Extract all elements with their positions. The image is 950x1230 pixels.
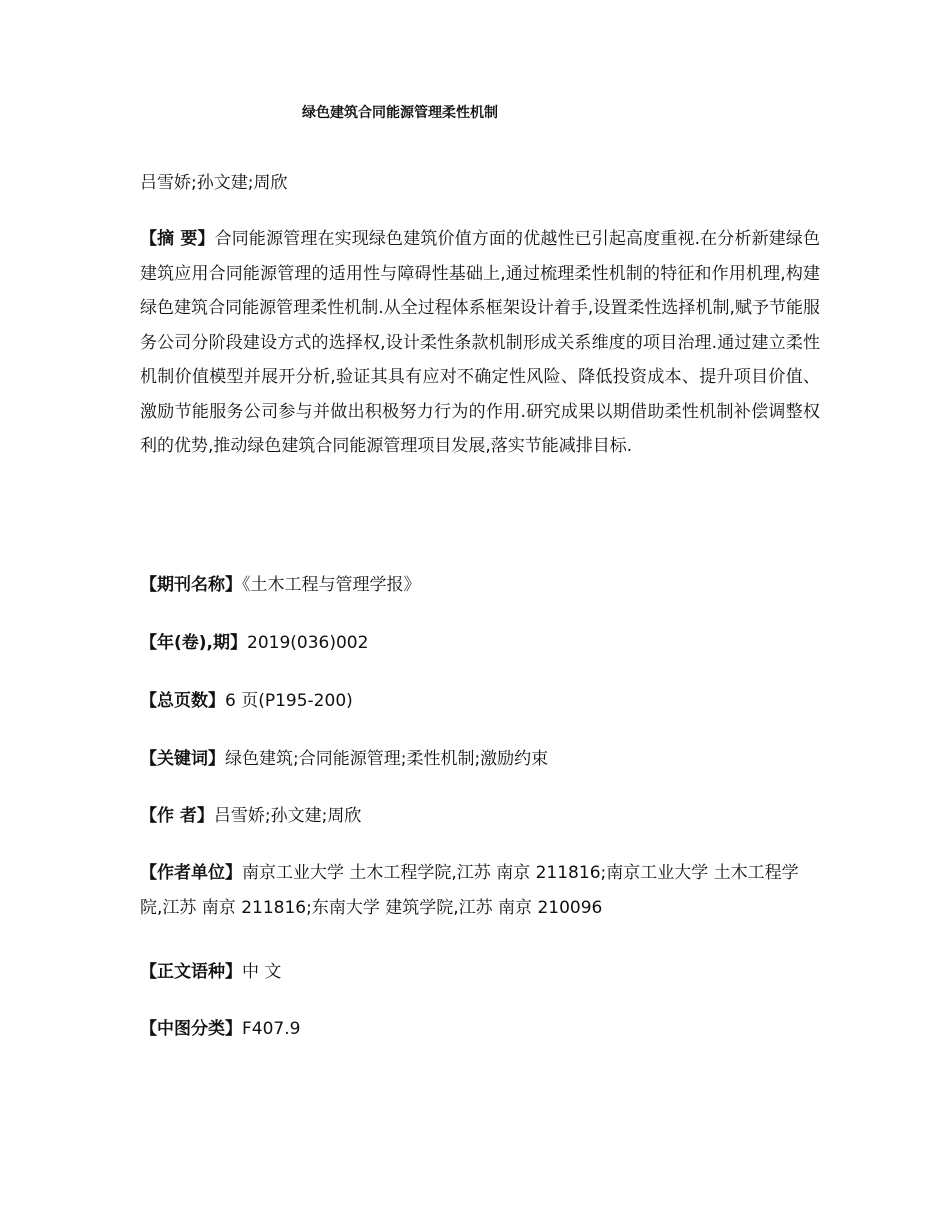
classification-label: 【中图分类】 [140, 1019, 242, 1039]
language-label: 【正文语种】 [140, 962, 242, 982]
authors-value: 吕雪娇;孙文建;周欣 [213, 806, 362, 826]
affiliation-field [140, 856, 820, 925]
abstract-section [140, 222, 820, 464]
abstract-label: 【摘 要】 [140, 229, 215, 249]
classification-field [140, 1012, 820, 1047]
keywords-value: 绿色建筑;合同能源管理;柔性机制;激励约束 [225, 749, 549, 769]
authors-label: 【作 者】 [140, 806, 214, 826]
affiliation-label: 【作者单位】 [140, 863, 242, 883]
journal-field [140, 568, 820, 603]
language-field [140, 955, 820, 990]
page-count-value: 6 页(P195-200) [225, 691, 353, 711]
year-volume-issue-value: 2019(036)002 [247, 633, 369, 653]
journal-label: 【期刊名称】 [140, 575, 242, 595]
year-volume-issue-field [140, 626, 820, 661]
journal-value: 《土木工程与管理学报》 [242, 575, 421, 595]
year-volume-issue-label: 【年(卷),期】 [140, 633, 247, 653]
classification-value: F407.9 [242, 1019, 301, 1039]
language-value: 中 文 [242, 962, 282, 982]
abstract-text: 合同能源管理在实现绿色建筑价值方面的优越性已引起高度重视.在分析新建绿色建筑应用合同能源管理的适用性与障碍性基础上,通过梳理柔性机制的特征和作用机理,构建绿色建筑合同能源管理柔性机制.从全过程体系框架设计着手,设置柔性选择机制,赋予节能服务公司分阶段建设方式的选择权,设计柔性条款机制形成关系维度的项目治理.通过建立柔性机制价值模型并展开分析,验证其具有应对不确定性风险、降低投资成本、提升项目价值、激励节能服务公司参与并做出积极努力行为的作用.研究成果以期借助柔性机制补偿调整权利的优势,推动绿色建筑合同能源管理项目发展,落实节能减排目标. [140, 229, 821, 456]
keywords-label: 【关键词】 [140, 749, 225, 769]
paper-title: 绿色建筑合同能源管理柔性机制 [302, 105, 498, 121]
page-count-field [140, 684, 820, 719]
keywords-field [140, 742, 820, 777]
authors-line: 吕雪娇;孙文建;周欣 [140, 173, 288, 193]
page-count-label: 【总页数】 [140, 691, 225, 711]
affiliation-value: 南京工业大学 土木工程学院,江苏 南京 211816;南京工业大学 土木工程学院,江苏 南京 211816;东南大学 建筑学院,江苏 南京 210096 [140, 863, 799, 918]
authors-field [140, 799, 820, 834]
